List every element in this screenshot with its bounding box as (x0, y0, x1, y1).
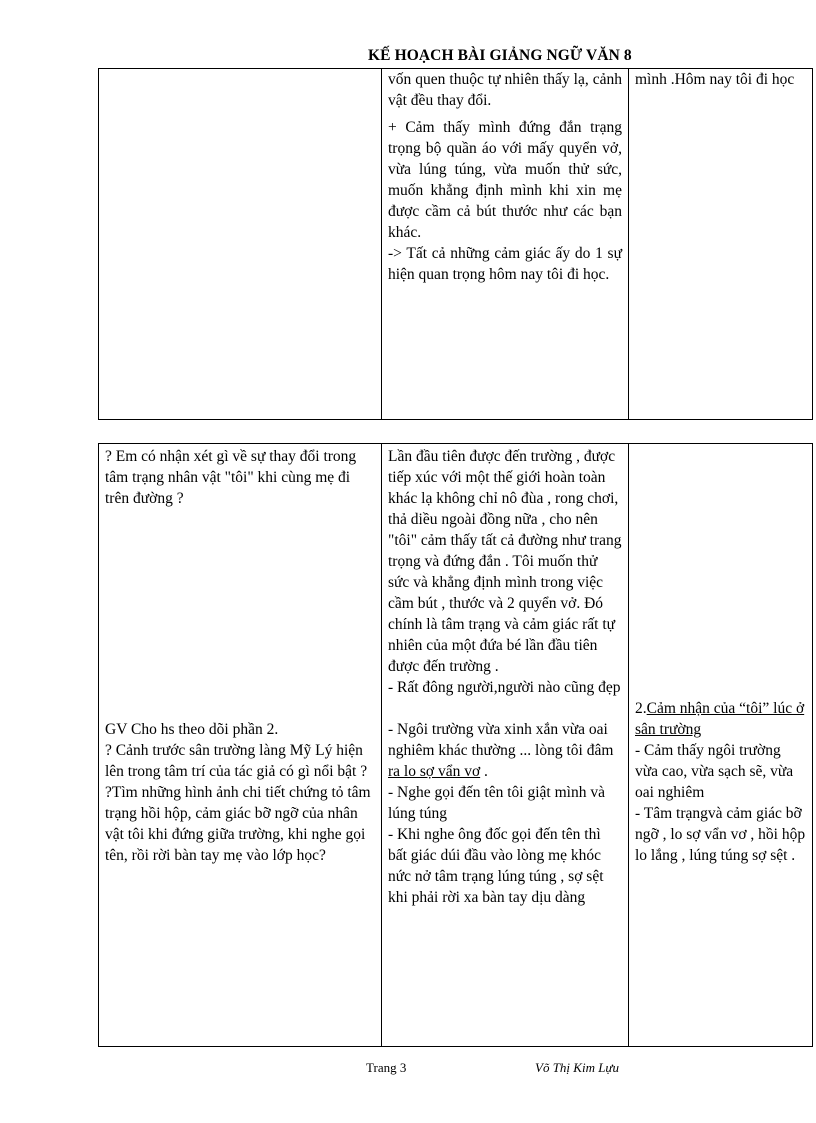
text-paragraph: - Rất đông người,người nào cũng đẹp (388, 679, 621, 696)
student-activity-cell (382, 444, 629, 1047)
text-paragraph: - Khi nghe ông đốc gọi đến tên thì bất giác dúi đầu vào lòng mẹ khóc nức nở tâm trạng lúng túng , sợ sệt khi phải rời xa bàn tay dịu dàng (388, 826, 604, 906)
question-text: ? Cảnh trước sân trường làng Mỹ Lý hiện lên trong tâm trí của tác giả có gì nổi bật ? (105, 742, 368, 780)
text-paragraph: - Nghe gọi đến tên tôi giật mình và lúng túng (388, 784, 605, 822)
teacher-activity-cell (99, 69, 382, 420)
text-paragraph: - Ngôi trường vừa xinh xắn vừa oai nghiêm khác thường ... lòng tôi đâm ra lo sợ vẩn vơ . (388, 721, 614, 780)
underlined-phrase: ra lo sợ vẩn vơ (388, 763, 481, 780)
text-paragraph: - Tâm trạngvà cảm giác bỡ ngỡ , lo sợ vẩn vơ , hồi hộp lo lắng , lúng túng sợ sệt . (635, 805, 806, 864)
text-paragraph: + Cảm thấy mình đứng đắn trạng trọng bộ quần áo với mấy quyển vở, vừa lúng túng, vừa muốn thử sức, muốn khẳng định mình khi xin mẹ được cầm cả bút thước như các bạn khác. (388, 119, 622, 241)
content-cell (629, 69, 813, 420)
text-paragraph: - Cảm thấy ngôi trường vừa cao, vừa sạch sẽ, vừa oai nghiêm (635, 742, 794, 801)
table-row (99, 69, 813, 420)
page-number: Trang 3 (366, 1060, 407, 1075)
table-row (99, 444, 813, 1047)
question-text: ?Tìm những hình ảnh chi tiết chứng tỏ tâm trạng hồi hộp, cảm giác bỡ ngỡ của nhân vật tôi khi đứng giữa trường, khi nghe gọi tên, rồi rời bàn tay mẹ vào lớp học? (105, 784, 371, 864)
lesson-table-2 (98, 443, 813, 1047)
lesson-table-1 (98, 68, 813, 420)
section-heading: 2.Cảm nhận của “tôi” lúc ở sân trường (635, 700, 805, 738)
text-paragraph: Lần đầu tiên được đến trường , được tiếp xúc với một thế giới hoàn toàn khác lạ không chỉ nô đùa , rong chơi, thả diều ngoài đồng nữa , cho nên "tôi" cảm thấy tất cả đường như trang trọng và đứng đắn . Tôi muốn thử sức và khẳng định mình trong việc cầm bút , thước và 2 quyển vở. Đó chính là tâm trạng và cảm giác rất tự nhiên của một đứa bé lần đầu tiên được đến trường . (388, 448, 622, 675)
author-name: Võ Thị Kim Lựu (535, 1060, 620, 1075)
text-paragraph: vốn quen thuộc tự nhiên thấy lạ, cảnh vật đều thay đổi. (388, 71, 622, 109)
instruction-text: GV Cho hs theo dõi phần 2. (105, 721, 279, 738)
teacher-activity-cell (99, 444, 382, 1047)
page-title: KẾ HOẠCH BÀI GIẢNG NGỮ VĂN 8 (368, 47, 632, 64)
text-paragraph: -> Tất cả những cảm giác ấy do 1 sự hiện quan trọng hôm nay tôi đi học. (388, 245, 622, 283)
content-cell (629, 444, 813, 1047)
student-activity-cell (382, 69, 629, 420)
text-paragraph: mình .Hôm nay tôi đi học (635, 71, 795, 88)
question-text: ? Em có nhận xét gì về sự thay đổi trong tâm trạng nhân vật "tôi" khi cùng mẹ đi trên đường ? (105, 448, 357, 507)
